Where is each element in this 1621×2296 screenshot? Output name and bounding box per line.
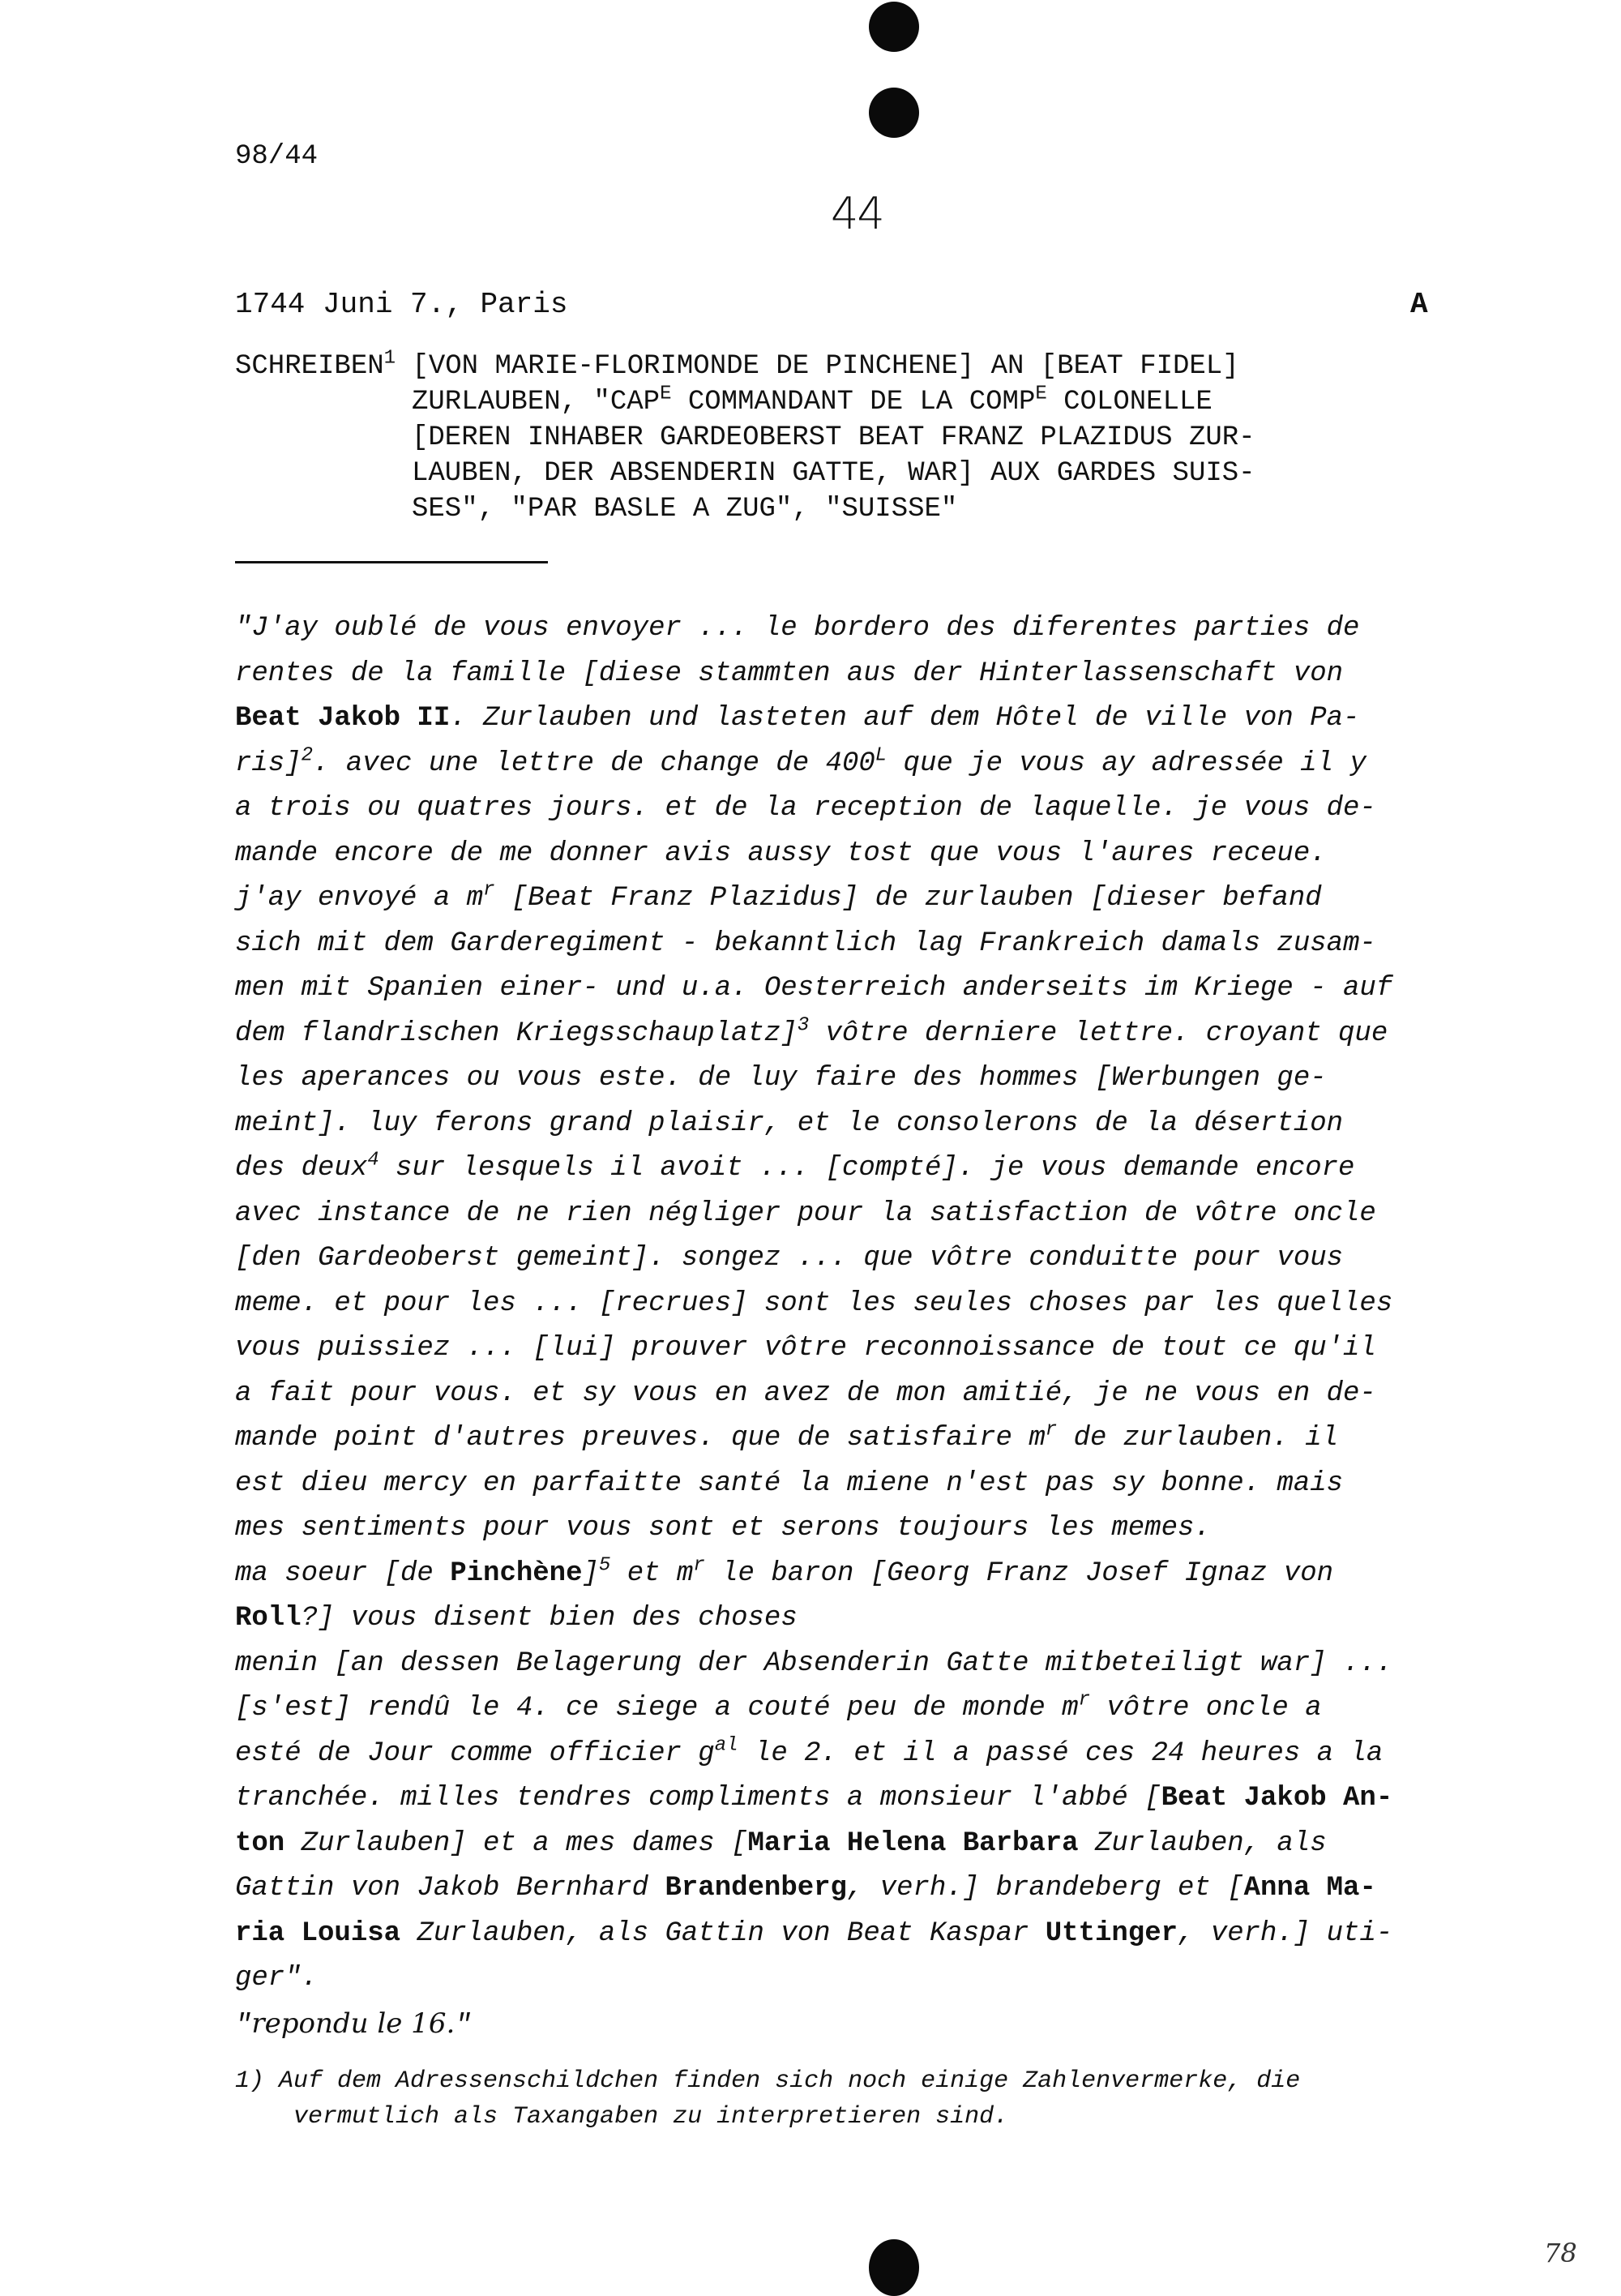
punch-hole-upper <box>869 88 919 138</box>
body-line: mande point d'autres preuves. que de satisfaire $m^r$ de zurlauben. il <box>235 1419 1339 1454</box>
body-line: men mit Spanien einer- und u.a. Oesterreich anderseits im Kriege - auf <box>235 973 1393 1004</box>
separator-rule <box>235 561 548 563</box>
reply-note: "repondu le 16." <box>235 2007 472 2041</box>
punch-hole-top <box>869 2 919 52</box>
body-line: [den Gardeoberst gemeint]. songez ... que vôtre conduitte pour vous <box>235 1243 1344 1274</box>
body-line: ris]$^2$. avec une lettre de change de $400^L$ que je vous ay adressée il y <box>235 744 1367 779</box>
body-line: esté de Jour comme officier $g^{al}$ le 2. et il a passé ces 24 heures a la <box>235 1734 1384 1769</box>
letter-heading <box>235 349 1435 527</box>
footnote-line: 1) Auf dem Adressenschildchen finden sich noch einige Zahlenvermerke, die <box>235 2067 1301 2095</box>
body-line: sich mit dem Garderegiment - bekanntlich lag Frankreich damals zusam- <box>235 927 1376 959</box>
document-marker: A <box>1410 288 1428 321</box>
heading-line: LAUBEN, DER ABSENDERIN GATTE, WAR] AUX GARDES SUIS- <box>412 458 1255 489</box>
body-line: "J'ay oublé de vous envoyer ... le bordero des diferentes parties de <box>235 613 1360 644</box>
handwritten-reply: repondu le 16. <box>251 2007 456 2040</box>
body-line: les aperances ou vous este. de luy faire des hommes [Werbungen ge- <box>235 1063 1327 1094</box>
body-line: a trois ou quatres jours. et de la reception de laquelle. je vous de- <box>235 793 1376 824</box>
body-line: mes sentiments pour vous sont et serons toujours les memes. <box>235 1513 1211 1544</box>
body-line: Gattin von Jakob Bernhard Brandenberg, verh.] brandeberg et [Anna Ma- <box>235 1873 1376 1904</box>
body-line: Beat Jakob II. Zurlauben und lasteten auf dem Hôtel de ville von Pa- <box>235 703 1360 734</box>
body-line: menin [an dessen Belagerung der Absenderin Gatte mitbeteiligt war] ... <box>235 1647 1393 1679</box>
body-line: rentes de la famille [diese stammten aus der Hinterlassenschaft von <box>235 658 1344 689</box>
heading-line: ZURLAUBEN, "$CAP^E$ COMMANDANT DE LA $COMP^E$ COLONELLE <box>412 383 1213 418</box>
body-line: j'ay envoyé a $m^r$ [Beat Franz Plazidus] de zurlauben [dieser befand <box>235 879 1322 914</box>
body-line: meme. et pour les ... [recrues] sont les seules choses par les quelles <box>235 1287 1393 1319</box>
body-line: ton Zurlauben] et a mes dames [Maria Helena Barbara Zurlauben, als <box>235 1827 1327 1859</box>
heading-line: SES", "PAR BASLE A ZUG", "SUISSE" <box>412 494 958 525</box>
body-line: est dieu mercy en parfaitte santé la miene n'est pas sy bonne. mais <box>235 1467 1344 1499</box>
body-line: des deux$^4$ sur lesquels il avoit ... [compté]. je vous demande encore <box>235 1149 1355 1184</box>
document-number: 44 <box>831 188 883 239</box>
body-line: a fait pour vous. et sy vous en avez de mon amitié, je ne vous en de- <box>235 1377 1376 1409</box>
date-place: 1744 Juni 7., Paris <box>235 288 568 321</box>
body-line: meint]. luy ferons grand plaisir, et le consolerons de la désertion <box>235 1107 1344 1139</box>
body-line: ger". <box>235 1963 319 1994</box>
page-mark: 78 <box>1544 2238 1577 2268</box>
reference-number: 98/44 <box>235 141 319 172</box>
body-line: ma soeur [de Pinchène]$^5$ et $m^r$ le baron [Georg Franz Josef Ignaz von <box>235 1554 1334 1589</box>
heading-line: [DEREN INHABER GARDEOBERST BEAT FRANZ PLAZIDUS ZUR- <box>412 422 1255 453</box>
punch-hole-bottom <box>869 2239 919 2296</box>
body-line: tranchée. milles tendres compliments a monsieur l'abbé [Beat Jakob An- <box>235 1783 1393 1814</box>
body-line: dem flandrischen Kriegsschauplatz]$^3$ vôtre derniere lettre. croyant que <box>235 1014 1388 1049</box>
body-line: ria Louisa Zurlauben, als Gattin von Beat Kaspar Uttinger, verh.] uti- <box>235 1917 1393 1949</box>
body-line: Roll?] vous disent bien des choses <box>235 1603 798 1634</box>
body-line: mande encore de me donner avis aussy tost que vous l'aures receue. <box>235 837 1327 869</box>
body-line: vous puissiez ... [lui] prouver vôtre reconnoissance de tout ce qu'il <box>235 1333 1376 1364</box>
footnote-line: vermutlich als Taxangaben zu interpretieren sind. <box>293 2103 1009 2131</box>
footnote <box>235 2063 1475 2135</box>
letter-body <box>235 606 1475 2049</box>
body-line: [s'est] rendû le 4. ce siege a couté peu de monde $m^r$ vôtre oncle a <box>235 1689 1322 1724</box>
body-line: avec instance de ne rien négliger pour la satisfaction de vôtre oncle <box>235 1197 1376 1229</box>
heading-line: SCHREIBEN$^1$ [VON MARIE-FLORIMONDE DE PINCHENE] AN [BEAT FIDEL] <box>235 347 1239 382</box>
